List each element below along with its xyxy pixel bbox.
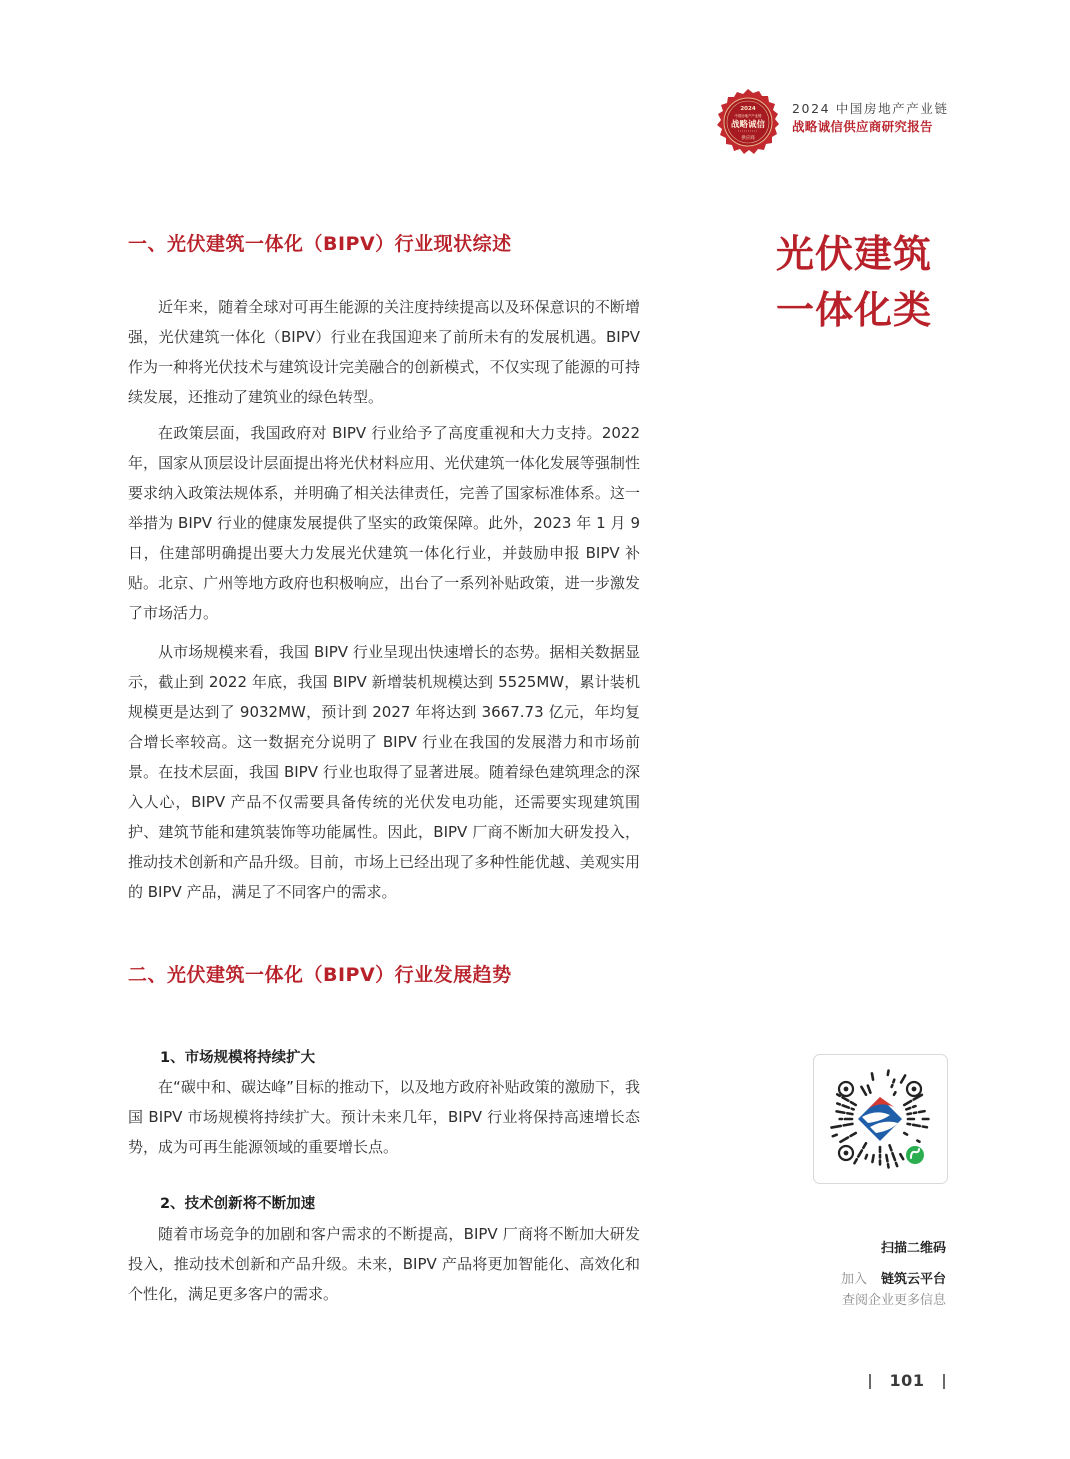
scan-qr-label: 扫描二维码 — [880, 1241, 946, 1256]
trend-1-body: 在“碳中和、碳达峰”目标的推动下，以及地方政府补贴政策的激励下，我国 BIPV 市场规模将持续扩大。预计未来几年，BIPV 行业将保持高速增长态势，成为可再生能源领域的重要增长点。 — [128, 1078, 640, 1156]
section-1-paragraph-1: 近年来，随着全球对可再生能源的关注度持续提高以及环保意识的不断增强，光伏建筑一体化（BIPV）行业在我国迎来了前所未有的发展机遇。BIPV 作为一种将光伏技术与建筑设计完美融合的创新模式，不仅实现了能源的可持续发展，还推动了建筑业的绿色转型。 — [128, 298, 640, 406]
svg-text:供应商: 供应商 — [741, 136, 755, 141]
svg-text:战略诚信: 战略诚信 — [730, 120, 766, 130]
svg-text:2024: 2024 — [740, 106, 756, 112]
svg-text:中国房地产产业链: 中国房地产产业链 — [734, 114, 762, 118]
report-series-title: 2024 中国房地产产业链 — [792, 101, 949, 116]
report-title: 战略诚信供应商研究报告 — [792, 119, 933, 134]
trend-1-title: 1、市场规模将持续扩大 — [160, 1050, 316, 1066]
wechat-mini-program-icon — [906, 1146, 924, 1164]
trend-2-body: 随着市场竞争的加剧和客户需求的不断提高，BIPV 厂商将不断加大研发投入，推动技术创新和产品升级。未来，BIPV 产品将更加智能化、高效化和个性化，满足更多客户的需求。 — [128, 1225, 640, 1303]
category-line-1: 光伏建筑 — [776, 232, 933, 276]
join-label: 加入 — [840, 1272, 867, 1287]
category-line-2: 一体化类 — [776, 288, 933, 332]
page-number: 101 — [889, 1371, 925, 1390]
more-info-label: 查阅企业更多信息 — [841, 1293, 946, 1308]
section-1-title: 一、光伏建筑一体化（BIPV）行业现状综述 — [128, 233, 512, 255]
section-1-paragraph-3: 从市场规模来看，我国 BIPV 行业呈现出快速增长的态势。据相关数据显示，截止到 2022 年底，我国 BIPV 新增装机规模达到 5525MW，累计装机规模更是达到了 9032MW，预计到 2027 年将达到 3667.73 亿元，年均复合增长率较高。这一数据充分说明了 BIPV 行业在我国的发展潜力和市场前景。在技术层面，我国 BIPV 行业也取得了显著进展。随着绿色建筑理念的深入人心，BIPV 产品不仅需要具备传统的光伏发电功能，还需要实现建筑围护、建筑节能和建筑装饰等功能属性。因此，BIPV 厂商不断加大研发投入，推动技术创新和产品升级。目前，市场上已经出现了多种性能优越、美观实用的 BIPV 产品，满足了不同客户的需求。 — [128, 643, 640, 901]
join-platform-row — [841, 1268, 946, 1287]
section-1-paragraph-2: 在政策层面，我国政府对 BIPV 行业给予了高度重视和大力支持。2022 年，国家从顶层设计层面提出将光伏材料应用、光伏建筑一体化发展等强制性要求纳入政策法规体系，并明确了相关法律责任，完善了国家标准体系。这一举措为 BIPV 行业的健康发展提供了坚实的政策保障。此外，2023 年 1 月 9 日，住建部明确提出要大力发展光伏建筑一体化行业，并鼓励申报 BIPV 补贴。北京、广州等地方政府也积极响应，出台了一系列补贴政策，进一步激发了市场活力。 — [128, 424, 640, 622]
trend-2-title: 2、技术创新将不断加速 — [160, 1196, 316, 1212]
mini-program-qr-code[interactable] — [813, 1054, 948, 1184]
platform-name: 链筑云平台 — [880, 1272, 946, 1287]
category-heading — [776, 226, 956, 338]
seal-logo-icon — [714, 88, 782, 156]
report-header — [714, 88, 964, 160]
page-number-footer — [866, 1370, 948, 1394]
divider — [943, 1374, 945, 1389]
qr-code-icon — [824, 1063, 936, 1175]
platform-logo-icon — [858, 1097, 902, 1141]
section-2-title: 二、光伏建筑一体化（BIPV）行业发展趋势 — [128, 964, 512, 986]
